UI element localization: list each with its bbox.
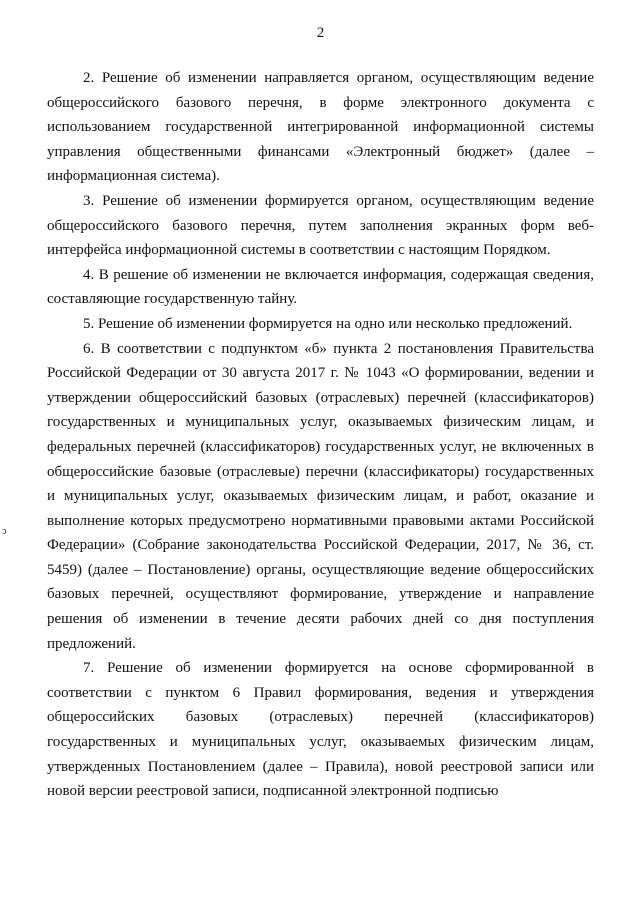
document-body bbox=[47, 66, 594, 804]
paragraph-2: 2. Решение об изменении направляется органом, осуществляющим ведение общероссийского базового перечня, в форме электронного документа с использованием государственной интегрированной информационной системы управления общественными финансами «Электронный бюджет» (далее – информационная система). bbox=[47, 70, 594, 185]
paragraph-7: 7. Решение об изменении формируется на основе сформированной в соответствии с пунктом 6 Правил формирования, ведения и утверждения общероссийских базовых (отраслевых) перечней (классификаторов) государственных и муниципальных услуг, оказываемых физическим лицам, утвержденных Постановлением (далее – Правила), новой реестровой записи или новой версии реестровой записи, подписанной электронной подписью bbox=[47, 660, 594, 800]
paragraph-5: 5. Решение об изменении формируется на одно или несколько предложений. bbox=[83, 315, 573, 332]
paragraph-3: 3. Решение об изменении формируется органом, осуществляющим ведение общероссийского базового перечня, путем заполнения экранных форм веб-интерфейса информационной системы в соответствии с настоящим Порядком. bbox=[47, 192, 594, 259]
page-number: 2 bbox=[316, 25, 325, 41]
paragraph-6: 6. В соответствии с подпунктом «б» пункта 2 постановления Правительства Российской Федерации от 30 августа 2017 г. № 1043 «О формировании, ведении и утверждении общероссийский базовых (отраслевых) перечней (классификаторов) государственных и муниципальных услуг, оказываемых физическим лицам, и федеральных перечней (классификаторов) государственных услуг, не включенных в общероссийские базовые (отраслевые) перечни (классификаторы) государственных и муниципальных услуг, оказываемых физическим лицам, и работ, оказание и выполнение которых предусмотрено нормативными правовыми актами Российской Федерации» (Собрание законодательства Российской Федерации, 2017, № 36, ст. 5459) (далее – Постановление) органы, осуществляющие ведение общероссийских базовых перечней, осуществляют формирование, утверждение и направление решения об изменении в течение десяти рабочих дней со дня поступления предложений. bbox=[47, 340, 594, 652]
paragraph-4: 4. В решение об изменении не включается информация, содержащая сведения, составляющие государственную тайну. bbox=[47, 266, 594, 308]
margin-mark: ↄ bbox=[2, 526, 7, 537]
